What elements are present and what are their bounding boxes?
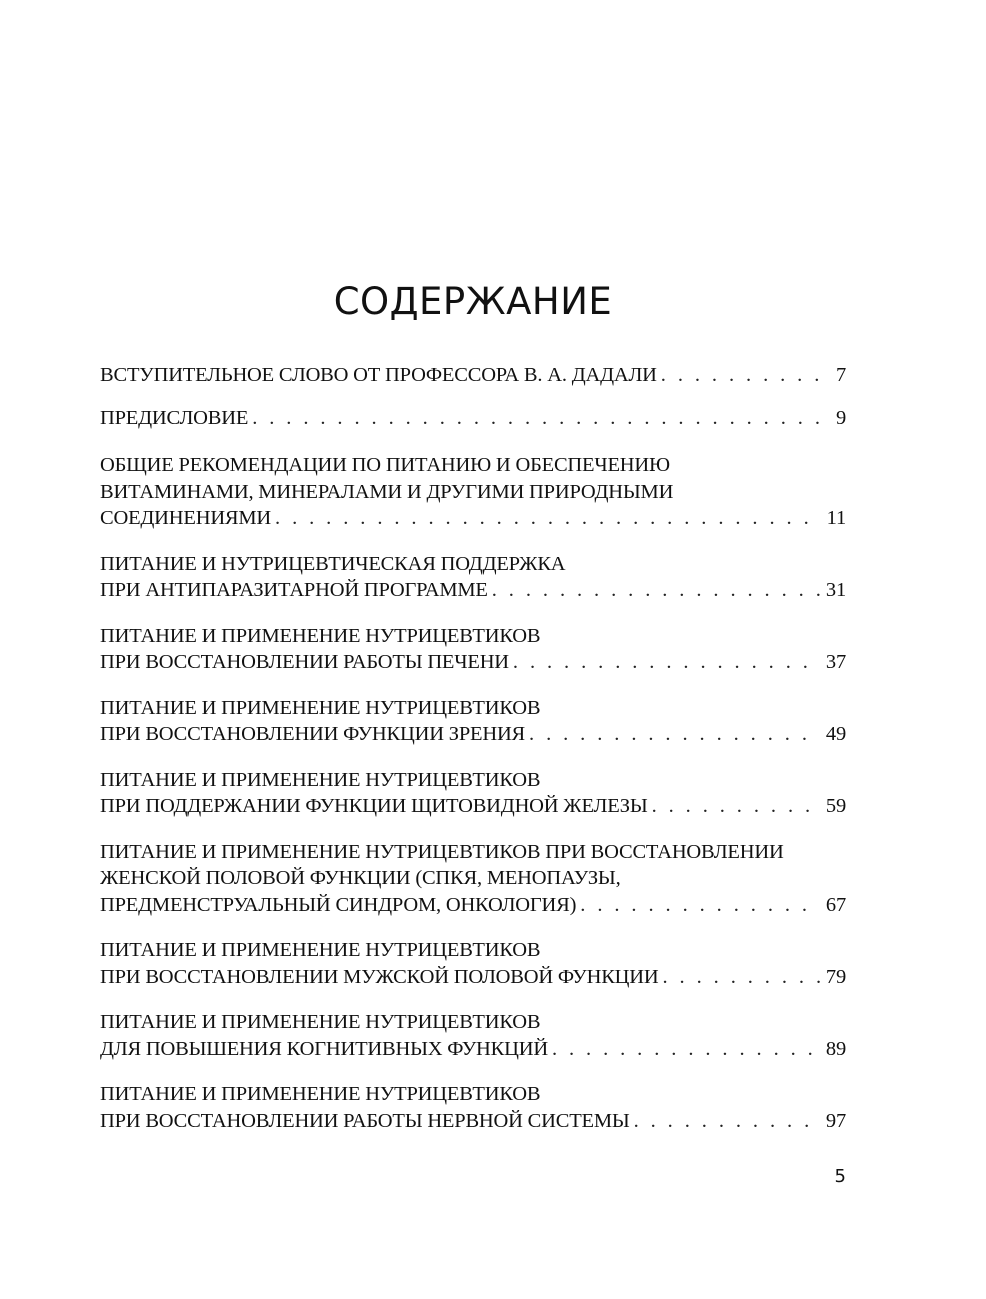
- toc-leader-dots: [661, 362, 830, 389]
- toc-page-number: 79: [825, 965, 846, 988]
- toc-entry-last-line: [100, 577, 846, 604]
- toc-entry-title-line: ПРИ ВОССТАНОВЛЕНИИ МУЖСКОЙ ПОЛОВОЙ ФУНКЦИИ: [100, 965, 659, 988]
- toc-leader-dots: [652, 793, 820, 820]
- toc-page-number: 9: [835, 406, 846, 429]
- toc-page-number: 31: [825, 579, 846, 601]
- toc-page-number: 37: [825, 651, 846, 673]
- toc-entry-title-line: ПРИ ВОССТАНОВЛЕНИИ ФУНКЦИИ ЗРЕНИЯ: [100, 723, 526, 745]
- toc-entry-title-line: ОБЩИЕ РЕКОМЕНДАЦИИ ПО ПИТАНИЮ И ОБЕСПЕЧЕНИЮ: [100, 454, 670, 476]
- page-number: 5: [834, 1166, 846, 1187]
- toc-entry[interactable]: [100, 452, 846, 532]
- toc-page-number: 89: [825, 1037, 846, 1060]
- toc-entry-last-line: [100, 405, 846, 432]
- toc-entry-title-line: ВИТАМИНАМИ, МИНЕРАЛАМИ И ДРУГИМИ ПРИРОДНЫМИ: [100, 480, 674, 503]
- toc-entry-title-line: СОЕДИНЕНИЯМИ: [100, 507, 272, 529]
- toc-entry-title-line: ПРИ ВОССТАНОВЛЕНИИ РАБОТЫ ПЕЧЕНИ: [100, 651, 509, 673]
- toc-entry-last-line: [100, 505, 846, 532]
- toc-entry-title-line: ПИТАНИЕ И ПРИМЕНЕНИЕ НУТРИЦЕВТИКОВ: [100, 939, 541, 961]
- toc-entry[interactable]: [100, 405, 846, 432]
- toc-entry-last-line: [100, 793, 846, 820]
- toc-leader-dots: [580, 892, 820, 919]
- toc-entry-title-line: ПИТАНИЕ И ПРИМЕНЕНИЕ НУТРИЦЕВТИКОВ: [100, 1083, 541, 1105]
- toc-entry[interactable]: [100, 695, 846, 748]
- toc-entry-title-line: ПИТАНИЕ И ПРИМЕНЕНИЕ НУТРИЦЕВТИКОВ: [100, 768, 541, 791]
- toc-leader-dots: [634, 1108, 820, 1135]
- toc-entry-last-line: [100, 721, 846, 748]
- toc-entry-last-line: [100, 1036, 846, 1063]
- toc-entry-last-line: [100, 362, 846, 389]
- toc-entry[interactable]: [100, 551, 846, 604]
- toc-leader-dots: [552, 1036, 820, 1063]
- toc-entry-last-line: [100, 964, 846, 991]
- toc-entry-title-line: ПРИ ПОДДЕРЖАНИИ ФУНКЦИИ ЩИТОВИДНОЙ ЖЕЛЕЗЫ: [100, 795, 648, 817]
- toc-entry-last-line: [100, 1108, 846, 1135]
- toc-entry-title-line: ПРЕДМЕНСТРУАЛЬНЫЙ СИНДРОМ, ОНКОЛОГИЯ): [100, 893, 577, 916]
- toc-leader-dots: [252, 405, 830, 432]
- toc-page-number: 59: [825, 795, 846, 817]
- toc-entry-title-line: ДЛЯ ПОВЫШЕНИЯ КОГНИТИВНЫХ ФУНКЦИЙ: [100, 1037, 548, 1060]
- toc-entry-title-line: ПИТАНИЕ И ПРИМЕНЕНИЕ НУТРИЦЕВТИКОВ: [100, 1011, 541, 1033]
- toc-entry[interactable]: [100, 937, 846, 990]
- toc-entry-last-line: [100, 892, 846, 919]
- toc-entry-title-line: ПРИ АНТИПАРАЗИТАРНОЙ ПРОГРАММЕ: [100, 579, 488, 601]
- toc-page-number: 49: [825, 723, 846, 745]
- toc-leader-dots: [513, 649, 820, 676]
- toc-entry[interactable]: [100, 839, 846, 919]
- toc-entry-title-line: ПИТАНИЕ И ПРИМЕНЕНИЕ НУТРИЦЕВТИКОВ: [100, 696, 541, 719]
- toc-entry-title-line: ПИТАНИЕ И ПРИМЕНЕНИЕ НУТРИЦЕВТИКОВ: [100, 624, 541, 647]
- toc-leader-dots: [529, 721, 820, 748]
- toc-page-number: 97: [825, 1109, 846, 1132]
- toc-entry-title-line: ПРЕДИСЛОВИЕ: [100, 406, 249, 429]
- toc-leader-dots: [663, 964, 820, 991]
- toc-entry[interactable]: [100, 623, 846, 676]
- toc-page-number: 67: [825, 893, 846, 916]
- toc-entry[interactable]: [100, 767, 846, 820]
- toc-entry-title-line: ПИТАНИЕ И НУТРИЦЕВТИЧЕСКАЯ ПОДДЕРЖКА: [100, 552, 566, 575]
- toc-leader-dots: [492, 577, 820, 604]
- toc-entry-title-line: ПИТАНИЕ И ПРИМЕНЕНИЕ НУТРИЦЕВТИКОВ ПРИ ВОССТАНОВЛЕНИИ: [100, 840, 784, 863]
- toc-entry-title-line: ПРИ ВОССТАНОВЛЕНИИ РАБОТЫ НЕРВНОЙ СИСТЕМЫ: [100, 1109, 630, 1132]
- toc-leader-dots: [275, 505, 821, 532]
- toc-entry[interactable]: [100, 1009, 846, 1062]
- toc-entry[interactable]: [100, 362, 846, 389]
- toc-entry-last-line: [100, 649, 846, 676]
- toc-page-number: 7: [835, 364, 846, 386]
- toc-entry[interactable]: [100, 1081, 846, 1134]
- toc-entry-title-line: ВСТУПИТЕЛЬНОЕ СЛОВО ОТ ПРОФЕССОРА В. А. ДАДАЛИ: [100, 364, 657, 386]
- table-of-contents: [100, 362, 846, 1134]
- toc-entry-title-line: ЖЕНСКОЙ ПОЛОВОЙ ФУНКЦИИ (СПКЯ, МЕНОПАУЗЫ,: [100, 867, 621, 889]
- toc-page-number: 11: [826, 507, 846, 529]
- page-title: СОДЕРЖАНИЕ: [333, 280, 613, 323]
